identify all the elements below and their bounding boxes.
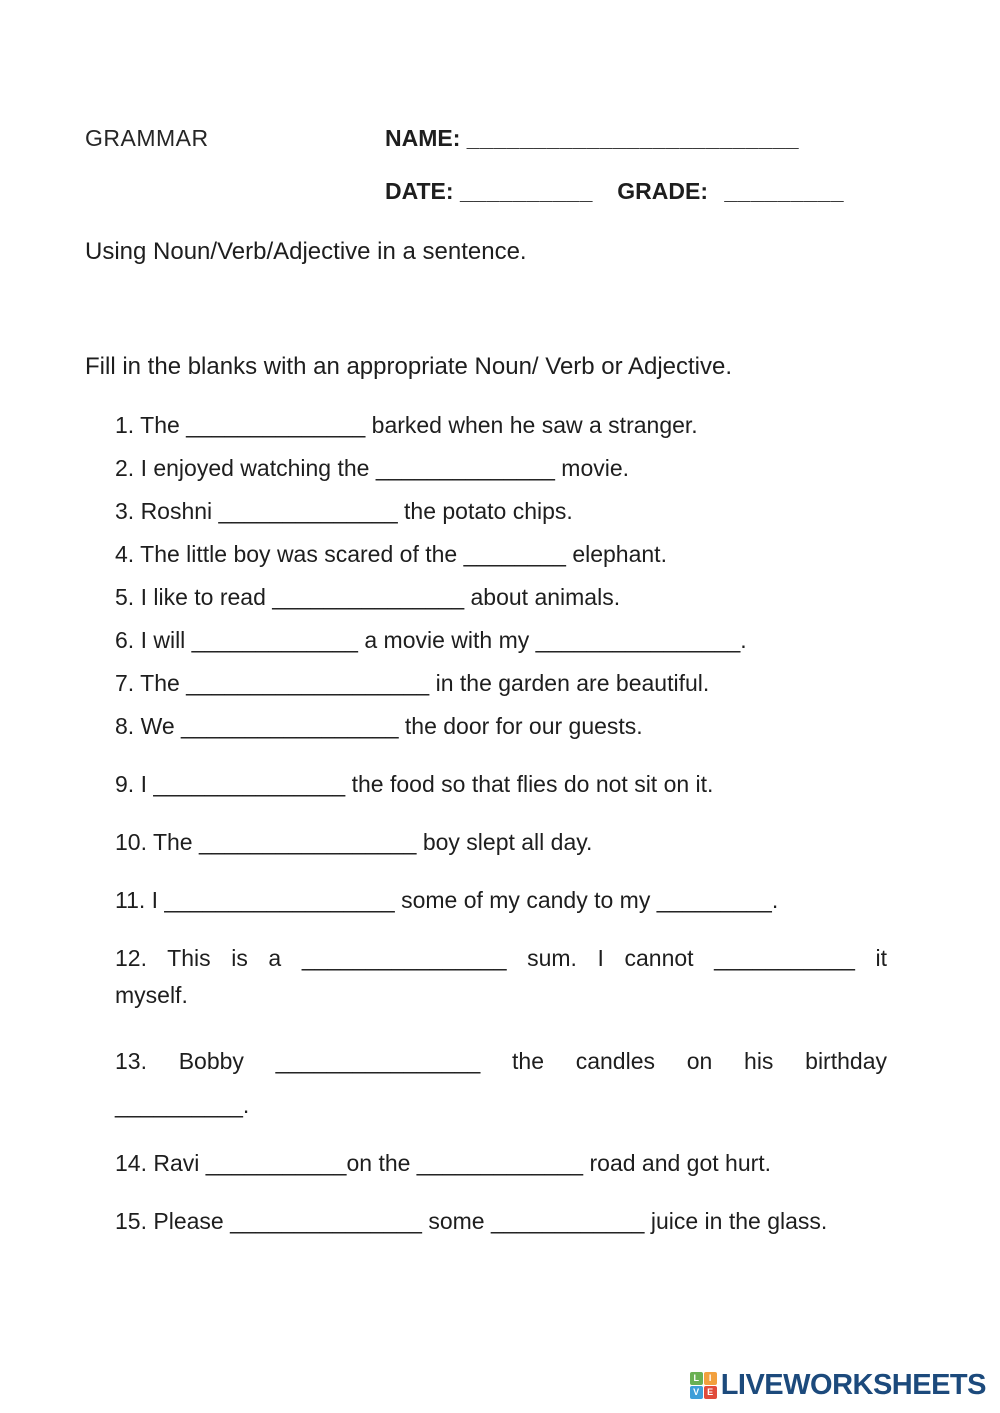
exercise-item-10: 10. The _________________ boy slept all day. [115, 829, 593, 855]
exercise-item-7: 7. The ___________________ in the garden are beautiful. [115, 670, 710, 696]
liveworksheets-icon [690, 1372, 717, 1399]
exercise-item-15: 15. Please _______________ some ____________ juice in the glass. [115, 1208, 828, 1234]
exercise-item-3: 3. Roshni ______________ the potato chips. [115, 498, 573, 524]
exercise-item-14: 14. Ravi ___________on the _____________ road and got hurt. [115, 1150, 772, 1176]
exercise-item-12 [115, 943, 887, 1010]
liveworksheets-logo[interactable] [690, 1369, 986, 1401]
exercise-item-4: 4. The little boy was scared of the ________ elephant. [115, 541, 667, 567]
exercise-item-11: 11. I __________________ some of my candy to my _________. [115, 887, 779, 913]
name-label: NAME: [385, 125, 461, 151]
date-blank: __________ [459, 178, 593, 204]
exercise-item-5: 5. I like to read _______________ about animals. [115, 584, 621, 610]
date-grade-row [385, 176, 844, 206]
exercise-item-12-line-2: myself. [115, 982, 188, 1008]
exercise-item-13-line-2: __________. [115, 1092, 250, 1118]
course-title: GRAMMAR [85, 125, 209, 151]
name-row [385, 123, 799, 153]
date-label: DATE: [385, 178, 454, 204]
exercise-item-12-line-1: 12. This is a ________________ sum. I cannot ___________ it [115, 945, 887, 971]
worksheet-subtitle: Using Noun/Verb/Adjective in a sentence. [85, 238, 527, 265]
exercise-item-8: 8. We _________________ the door for our guests. [115, 713, 643, 739]
exercise-item-6: 6. I will _____________ a movie with my ________________. [115, 627, 747, 653]
exercise-item-13 [115, 1046, 887, 1120]
logo-letter-i: I [704, 1372, 717, 1385]
exercise-item-2: 2. I enjoyed watching the ______________ movie. [115, 455, 630, 481]
name-blank: _________________________ [466, 125, 800, 151]
worksheet-instruction: Fill in the blanks with an appropriate Noun/ Verb or Adjective. [85, 353, 733, 380]
grade-label: GRADE: [617, 178, 708, 204]
grade-blank: _________ [724, 178, 845, 204]
logo-letter-e: E [704, 1386, 717, 1399]
exercise-item-9: 9. I _______________ the food so that flies do not sit on it. [115, 771, 714, 797]
liveworksheets-brand-text: LIVEWORKSHEETS [720, 1369, 986, 1401]
exercise-item-13-line-1: 13. Bobby ________________ the candles on his birthday [115, 1048, 887, 1074]
exercise-item-1: 1. The ______________ barked when he saw a stranger. [115, 412, 698, 438]
logo-letter-l: L [690, 1372, 703, 1385]
exercise-list [115, 410, 887, 1264]
logo-letter-v: V [690, 1386, 703, 1399]
